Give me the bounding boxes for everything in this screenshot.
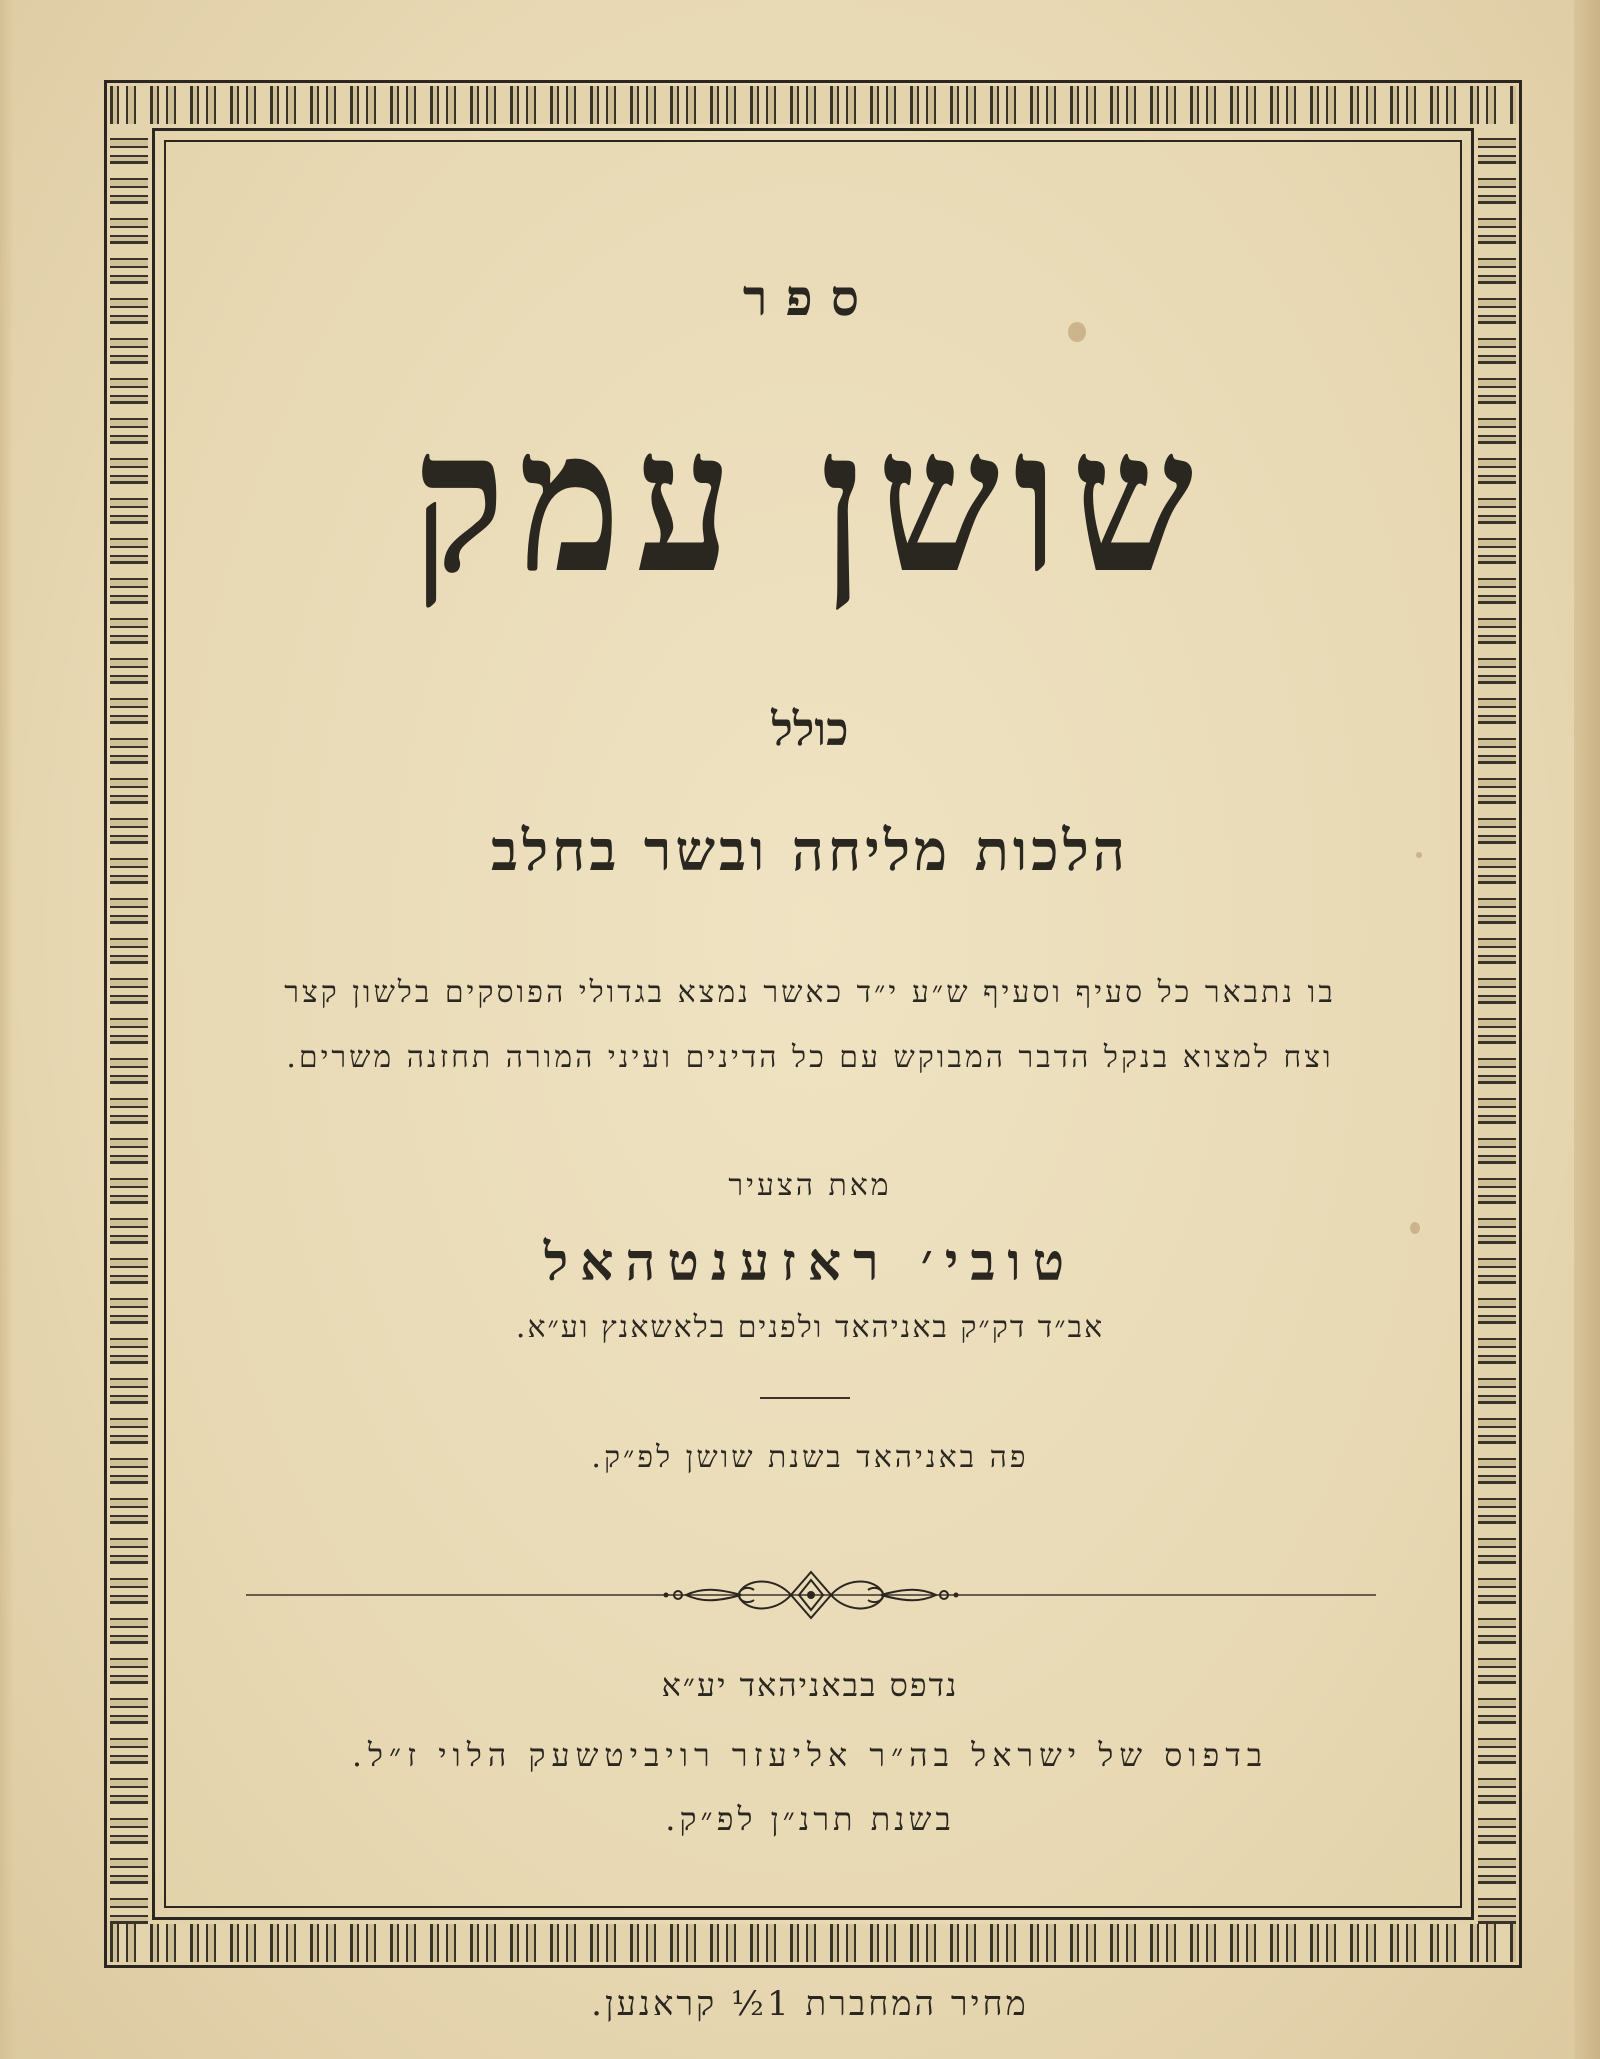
byline: מאת הצעיר [728,1168,892,1203]
place-and-year: פה באניהאד בשנת שושן לפ״ק. [591,1440,1029,1475]
description-line-1: בו נתבאר כל סעיף וסעיף ש״ע י״ד כאשר נמצא בגדולי הפוסקים בלשון קצר [284,975,1336,1010]
binding-edge [1574,0,1600,2059]
sefer-label: ספר [742,268,878,327]
price-line: מחיר המחברת 1½ קראנען. [591,1984,1029,2024]
short-divider [760,1397,850,1399]
description-line-2: וצח למצוא בנקל הדבר המבוקש עם כל הדינים ועיני המורה תחזנה משרים. [286,1040,1334,1075]
author-position: אב״ד דק״ק באניהאד ולפנים בלאשאנץ וע״א. [515,1310,1105,1345]
kolel-label: כולל [771,702,849,756]
imprint-year: בשנת תרנ״ן לפ״ק. [665,1800,955,1838]
author-name: טובי׳ ראזענטהאל [543,1232,1077,1293]
book-title: שושן עמק [412,383,1208,618]
page-edge-shadow [0,0,14,2059]
imprint-location: נדפס בבאניהאד יע״א [661,1666,959,1704]
imprint-printer: בדפוס של ישראל בה״ר אליעזר רויביטשעק הלוי ז״ל. [351,1736,1269,1774]
book-subject: הלכות מליחה ובשר בחלב [491,818,1129,884]
ornamental-divider [246,1560,1376,1630]
